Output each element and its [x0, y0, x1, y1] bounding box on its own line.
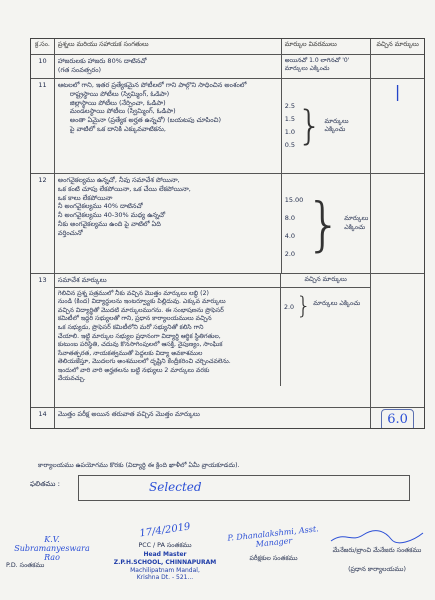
school-stamp [110, 551, 220, 582]
row-text: మొత్తం పరీక్ష అయిన తరువాత వచ్చిన మొత్తం మార్కులు [55, 408, 371, 428]
awarded-cell [371, 55, 424, 78]
pcc-signature [110, 521, 220, 582]
score-values [285, 185, 304, 263]
score-value: 8.0 [284, 213, 296, 222]
total-score: 6.0 [381, 409, 414, 428]
body-line: ఇందులో వారి వారి అర్హతలను బట్టి నభ్యులు 2 మార్కులు వరకు [57, 366, 210, 374]
sub-header: వచ్చిన మార్కులు [304, 276, 347, 283]
marks-details: అయినచో 1.0 లాగినచో '0' మార్కులు ఎక్కించు [282, 55, 372, 78]
row-number: 14 [31, 408, 55, 428]
score-value: 1.0 [284, 128, 296, 136]
examiner-label: పరీక్షకుల సంతకము [249, 555, 298, 562]
marks-label: మార్కులు ఎక్కించు [313, 299, 361, 307]
criteria-item: జిల్లాస్థాయి పోటీలు (నేర్పించా, ఓడిపా) [69, 98, 166, 107]
header-criteria: ప్రశ్నలు మరియు సహాయక సంగతులు [55, 39, 282, 54]
awarded-cell [371, 274, 424, 407]
manager-label: మేనేజరు/బ్రాంచి మేనేజరు సంతకము [332, 547, 422, 554]
row-body [55, 288, 281, 386]
row-11 [31, 79, 424, 174]
manager-signature [322, 529, 432, 575]
criteria-item: అంతా ఏమైనా (ప్రత్యేక అర్హత ఉన్నచో) (బయటపు చూపించి) [69, 116, 222, 125]
marks-details [282, 174, 372, 273]
manager-sub: (ప్రధాన కార్యాలయము) [348, 566, 406, 573]
awarded-cell: | [394, 82, 401, 101]
result-value: Selected [149, 480, 202, 494]
pd-signature [6, 535, 98, 571]
row-13-content [55, 274, 371, 407]
pd-label: P.D. సంతకము [6, 562, 45, 569]
stamp-line: Head Master [143, 551, 187, 558]
awarded-cell [371, 174, 424, 273]
result-box [78, 475, 410, 501]
row-number: 11 [31, 79, 55, 173]
criteria-line: అంగవైకల్యము ఉన్నచో, నీవు సమావేశ పోయినా, [57, 176, 180, 184]
stamp-line: Machilipatnam Mandal, [130, 566, 200, 574]
pcc-label: PCC / PA సంతకము [138, 542, 192, 549]
criteria-line: వర్తించునో [57, 228, 83, 237]
brace-icon: } [305, 189, 343, 258]
body-line: కమిటీలో ఇద్దరి సభ్యులతో గాని, ప్రధాన కార్యాలయములు వచ్చిన [57, 315, 212, 323]
score-values [285, 100, 295, 152]
score-value: 0.5 [284, 141, 296, 149]
marks-details [281, 288, 370, 386]
score-value: 2.0 [284, 249, 296, 258]
examiner-name: P. Dhanalakshmi, Asst. Manager [227, 524, 319, 549]
row-number: 13 [31, 274, 55, 407]
body-line: ఒక సభ్యుడు, ప్రొఫెసర్ కమిటీలోని మరో సభ్యునితో కలిసి గాని [57, 323, 204, 331]
result-label: ఫలితము : [30, 480, 60, 488]
brace-icon: } [297, 103, 323, 149]
criteria-line: ఒక కంటి చూపు లేకపోయినా, ఒక చేయి లేకపోయినా, [57, 184, 191, 193]
marks-table [30, 38, 425, 429]
header-marks-details: మార్కుల వివరములు [282, 39, 372, 54]
criteria-line: నీకు అంగవైకల్యము ఉంది పై వాటిలో ఏది [57, 219, 161, 228]
criteria-item: రాష్ట్రస్థాయి పోటీలు (స్విమ్మింగ్, ఓడిపా) [69, 89, 170, 98]
row-13-body [55, 288, 370, 386]
marks-details [282, 79, 372, 173]
header-awarded: వచ్చిన మార్కులు [376, 41, 419, 48]
body-line: తెలియజేస్తూ, మొదలగు అంశములలో దృష్టిని కేంద్రీకరించి చర్చించవలెను. [57, 358, 231, 366]
pcc-date: 17/4/2019 [138, 521, 192, 540]
score-value: 1.5 [284, 115, 296, 123]
criteria-line: ఒక కాలు లేకపోయినా [57, 193, 113, 202]
row-title: సమావేశ మార్కులు [55, 274, 281, 287]
row-number: 10 [31, 55, 55, 78]
body-line: కుటుంబ పరిస్థితి, చదువు కొనసాగింపులలో ఆసక్తి, నైపుణ్యం, సాంఘిక [57, 341, 223, 349]
criteria-line: హాజరులకు హాజరు 80% దాటినచో [57, 57, 147, 65]
row-13 [31, 274, 424, 408]
signature-row [0, 521, 435, 600]
row-14 [31, 408, 424, 428]
row-text [55, 55, 282, 78]
marks-label: మార్కులు ఎక్కించు [344, 215, 369, 231]
row-10 [31, 55, 424, 79]
body-line: చేయాలి. ఇట్టి మార్కుల సభ్యుల ప్రధానంగా విద్యార్థి ఆర్థిక స్థితిగతుల, [57, 332, 221, 340]
row-12 [31, 174, 424, 274]
awarded-cell [371, 408, 424, 428]
criteria-line: నీ అంగవైకల్యము 40% దాటినచో [57, 202, 143, 211]
body-line: నుండి (కింద) విద్యార్థులను ఇంటర్వ్యూకు పిల్లిదువు. ఎక్కువ మార్కులు [57, 298, 226, 306]
score-value: 15.00 [284, 195, 304, 204]
score-value: 4.0 [284, 231, 296, 240]
row-13-titlebar [55, 274, 370, 288]
manager-signature-scribble [327, 529, 427, 545]
body-line: వేయవచ్చు. [57, 375, 86, 383]
pd-name: K.V. Subramanyeswara Rao [14, 535, 90, 562]
brace-icon: } [296, 291, 312, 320]
row-number: 12 [31, 174, 55, 273]
header-sno: క్ర.సం. [31, 39, 55, 54]
marks-label: మార్కులు ఎక్కించు [324, 117, 349, 133]
criteria-line: నీ అంగవైకల్యము 40-30% మధ్య ఉన్నచో [57, 211, 166, 220]
criteria-item: పై వాటిలో ఒక దానికి ఎక్కువవాటికను, [69, 124, 166, 133]
body-line: సేవాతత్పరత, నాయకత్వముతో పెద్దలకు విద్యా అవకాశముల [57, 349, 203, 357]
examiner-signature [226, 524, 321, 564]
stamp-line: Krishna Dt. - 521... [136, 574, 194, 582]
criteria-sub: (గత సంవత్సరం) [57, 65, 102, 74]
office-use-note: కార్యాలయము ఉపయోగము కొరకు (విద్యార్థి ఈ క్రింది ఖాళీలో ఏమీ వ్రాయకూడదు). [38, 462, 240, 469]
body-line: గెలిచిన ప్రశ్న పత్రములో నీకు వచ్చిన మొత్తం మార్కులు లబ్ధి (2) [57, 289, 209, 297]
row-text [55, 174, 282, 273]
table-header [31, 39, 424, 55]
body-line: వచ్చిన విద్యార్థితో మొదటి మార్కులముగను. ఈ సంభాషణను ప్రొఫెసర్ [57, 306, 224, 314]
criteria-intro: ఆటలలో గాని, ఇతర ప్రత్యేకమైన పోటీలలో గాని పాల్గొని సాధించిన అంశంలో [57, 81, 247, 89]
score-value: 2.0 [283, 303, 294, 311]
stamp-line: Z.P.H.SCHOOL, CHINNAPURAM [113, 558, 217, 566]
row-text [55, 79, 282, 173]
score-value: 2.5 [284, 102, 296, 110]
criteria-item: మండలస్థాయి పోటీలు (స్విమ్మింగ్, ఓడిపా) [69, 107, 176, 116]
